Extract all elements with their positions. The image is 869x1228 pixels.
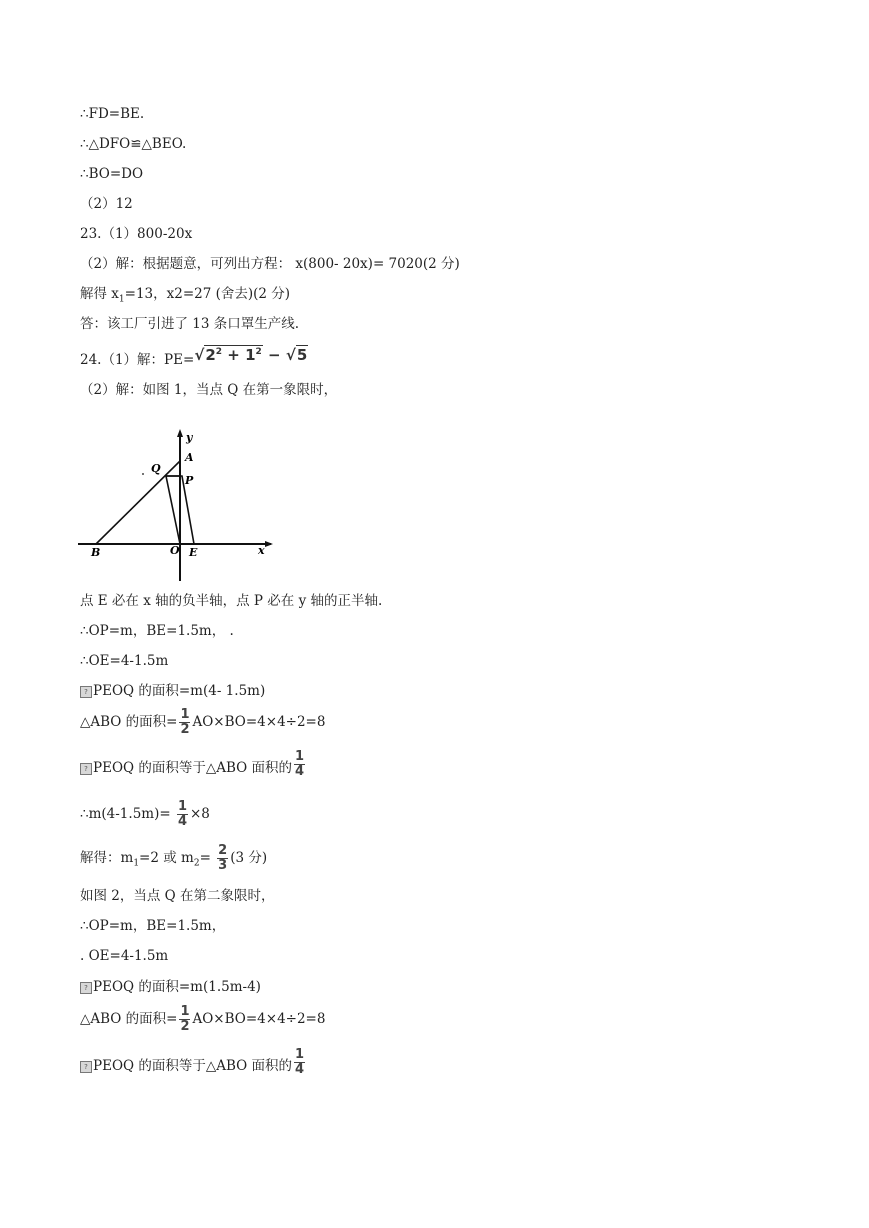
math-operator: − <box>268 346 281 364</box>
text-span: AO×BO=4×4÷2=8 <box>192 1011 326 1027</box>
math-operator: + <box>227 346 240 364</box>
label-a: A <box>185 451 194 464</box>
text-line <box>80 681 265 701</box>
text-span: PEOQ 的面积=m(4- 1.5m) <box>93 683 266 699</box>
fraction-quarter <box>294 750 305 779</box>
label-e: E <box>189 546 198 559</box>
line-ab <box>96 461 180 544</box>
math-digit: 5 <box>296 346 308 364</box>
text-span: ∴m(4-1.5m)= <box>80 806 171 822</box>
text-span: (3 分) <box>230 850 268 866</box>
label-q: Q <box>151 462 161 475</box>
fraction-denominator: 4 <box>295 1062 305 1077</box>
text-line: ∴FD=BE. <box>80 106 145 122</box>
subscript: 1 <box>133 858 140 869</box>
text-line <box>80 346 308 370</box>
fraction-quarter <box>177 800 188 829</box>
fraction-denominator: 4 <box>177 814 187 829</box>
fraction-half <box>179 1005 190 1034</box>
text-line <box>80 708 325 737</box>
text-line <box>80 284 290 310</box>
missing-glyph-icon: ? <box>80 763 92 775</box>
text-line: ∴BO=DO <box>80 166 144 182</box>
math-digit: 1 <box>245 346 256 364</box>
text-line: 答：该工厂引进了 13 条口罩生产线. <box>80 316 300 332</box>
text-line <box>80 1005 325 1034</box>
text-line: . OE=4-1.5m <box>80 948 169 964</box>
text-span: 解得 x <box>80 286 119 302</box>
label-b: B <box>91 546 101 559</box>
text-line <box>80 749 307 783</box>
fraction-denominator: 4 <box>295 764 305 779</box>
text-span: △ABO 的面积= <box>80 714 178 730</box>
text-line: （2）解：根据题意，可列出方程： x(800- 20x)= 7020(2 分) <box>80 256 460 272</box>
text-line: 23.（1）800-20x <box>80 226 193 242</box>
text-span: △ABO 的面积= <box>80 1011 178 1027</box>
text-line: （2）解：如图 1，当点 Q 在第一象限时， <box>80 382 338 398</box>
text-span: =2 或 m <box>139 850 194 866</box>
sqrt-expression: $√2^2 + 1^2 - √5$ <box>194 346 308 364</box>
fraction-numerator: 2 <box>218 843 228 858</box>
label-y: y <box>186 431 193 444</box>
x-axis-arrow <box>265 541 273 547</box>
y-axis-arrow <box>177 429 183 437</box>
text-line: ∴OE=4-1.5m <box>80 653 169 669</box>
fraction-two-thirds <box>217 844 228 873</box>
math-digit: 2 <box>205 346 216 364</box>
text-span: 24.（1）解：PE= <box>80 352 195 368</box>
text-span: ×8 <box>189 806 210 822</box>
text-span: PEOQ 的面积等于△ABO 面积的 <box>93 760 293 776</box>
fraction-numerator: 1 <box>295 1047 305 1062</box>
text-line: ∴△DFO≌△BEO. <box>80 136 187 152</box>
label-x: x <box>258 544 265 557</box>
text-span: 解得：m <box>80 850 134 866</box>
fraction-quarter <box>294 1048 305 1077</box>
fraction-denominator: 2 <box>180 1019 190 1034</box>
math-exponent: 2 <box>255 347 262 357</box>
coordinate-figure <box>76 426 276 586</box>
missing-glyph-icon: ? <box>80 982 92 994</box>
text-span: PEOQ 的面积=m(1.5m-4) <box>93 979 261 995</box>
fraction-numerator: 1 <box>295 749 305 764</box>
text-line: 点 E 必在 x 轴的负半轴，点 P 必在 y 轴的正半轴. <box>80 593 383 609</box>
fraction-numerator: 1 <box>180 707 190 722</box>
fraction-numerator: 1 <box>177 799 187 814</box>
text-line <box>80 844 267 874</box>
fraction-denominator: 3 <box>218 858 228 873</box>
label-o: O <box>170 544 180 557</box>
text-span: = <box>199 850 211 866</box>
text-span: PEOQ 的面积等于△ABO 面积的 <box>93 1058 293 1074</box>
text-span: AO×BO=4×4÷2=8 <box>192 714 326 730</box>
missing-glyph-icon: ? <box>80 1061 92 1073</box>
subscript: 2 <box>193 858 200 869</box>
text-line <box>80 1047 307 1081</box>
fraction-denominator: 2 <box>180 722 190 737</box>
text-line: ∴OP=m，BE=1.5m， <box>80 918 226 934</box>
fraction-half <box>179 708 190 737</box>
text-line <box>80 977 261 997</box>
missing-glyph-icon: ? <box>80 686 92 698</box>
text-line: ∴OP=m，BE=1.5m， . <box>80 623 234 639</box>
math-exponent: 2 <box>215 347 223 357</box>
text-span: =13，x2=27 (舍去)(2 分) <box>124 286 291 302</box>
text-line: （2）12 <box>80 196 133 212</box>
text-line: 如图 2，当点 Q 在第二象限时， <box>80 888 275 904</box>
label-p: P <box>185 474 194 487</box>
text-line <box>80 800 210 829</box>
dot <box>142 473 144 475</box>
fraction-numerator: 1 <box>180 1004 190 1019</box>
subscript: 1 <box>118 294 125 305</box>
